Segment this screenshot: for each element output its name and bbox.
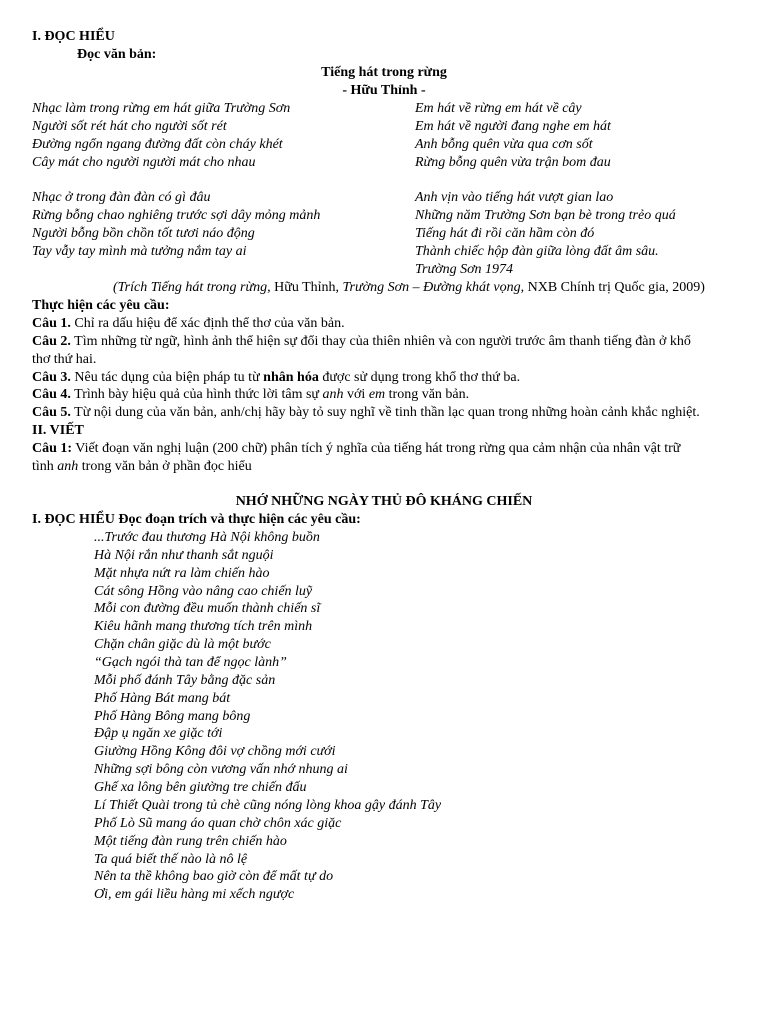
question-label: Câu 4. <box>32 387 71 402</box>
poem-line: ...Trước đau thương Hà Nội không buồn <box>94 530 320 545</box>
question-text: Từ nội dung của văn bản, anh/chị hãy bày tỏ suy nghĩ về tinh thần lạc quan trong những hoàn cảnh khắc nghiệt. <box>70 405 700 420</box>
poem-line: Ơi, em gái liều hàng mi xếch ngược <box>94 887 295 902</box>
question-text: trong văn bản. <box>385 387 470 402</box>
section2-heading: I. ĐỌC HIỂU Đọc đoạn trích và thực hiện các yêu cầu: <box>32 512 361 527</box>
question-text: được sử dụng trong khổ thơ thứ ba. <box>318 370 521 385</box>
section2-title: NHỚ NHỮNG NGÀY THỦ ĐÔ KHÁNG CHIẾN <box>235 494 533 509</box>
question-text: Trình bày hiệu quả của hình thức lời tâm sự <box>70 387 323 402</box>
poem-line: Phố Hàng Bông mang bông <box>94 709 251 724</box>
question-text: tình <box>32 459 58 474</box>
tasks-heading: Thực hiện các yêu cầu: <box>32 298 170 313</box>
source-part: , NXB Chính trị Quốc gia, 2009) <box>520 280 705 295</box>
poem-line: Chặn chân giặc dù là một bước <box>94 637 271 652</box>
question-text: Viết đoạn văn nghị luận (200 chữ) phân tích ý nghĩa của tiếng hát trong rừng qua cảm nhận của nhân vật trữ <box>72 441 681 456</box>
poem-line: Ta quá biết thế nào là nô lệ <box>94 852 248 867</box>
poem-place-date: Trường Sơn 1974 <box>415 262 514 277</box>
poem-title: Tiếng hát trong rừng <box>321 65 447 80</box>
source-part: Hữu Thỉnh, <box>270 280 343 295</box>
poem-line: Lí Thiết Quài trong tủ chè cũng nóng lòng khoa gậy đánh Tây <box>94 798 442 813</box>
question-text: trong văn bản ở phần đọc hiểu <box>78 459 252 474</box>
poem-line: “Gạch ngói thà tan để ngọc lành” <box>94 655 287 670</box>
poem-line: Người sốt rét hát cho người sốt rét <box>32 119 227 134</box>
question-text: Chỉ ra dấu hiệu để xác định thể thơ của văn bản. <box>70 316 345 331</box>
poem-line: Đập ụ ngăn xe giặc tới <box>94 726 223 741</box>
poem-line: Nhạc ở trong đàn đàn có gì đâu <box>32 190 211 205</box>
poem-line: Giường Hồng Kông đôi vợ chồng mới cưới <box>94 744 336 759</box>
poem-line: Phố Hàng Bát mang bát <box>94 691 231 706</box>
question-1 <box>32 315 345 333</box>
poem-line: Mặt nhựa nứt ra làm chiến hào <box>94 566 270 581</box>
question-label: Câu 1: <box>32 441 73 456</box>
source-part: (Trích Tiếng hát trong rừng, <box>113 280 271 295</box>
section-heading-reading: I. ĐỌC HIỂU <box>32 29 115 44</box>
poem-line: Mỗi con đường đều muốn thành chiến sĩ <box>94 601 321 616</box>
poem-line: Hà Nội rắn như thanh sắt nguội <box>94 548 274 563</box>
poem-line: Ghế xa lông bên giường tre chiến đấu <box>94 780 307 795</box>
question-emphasis: nhân hóa <box>263 370 319 385</box>
writing-question-1-continued <box>32 458 252 476</box>
poem-line: Anh bỗng quên vừa qua cơn sốt <box>415 137 593 152</box>
poem-line: Nhạc làm trong rừng em hát giữa Trường Sơn <box>32 101 291 116</box>
question-text: Nêu tác dụng của biện pháp tu từ <box>70 370 264 385</box>
question-text: với <box>343 387 369 402</box>
poem-line: Cây mát cho người người mát cho nhau <box>32 155 256 170</box>
writing-question-1 <box>32 440 680 458</box>
question-emphasis: anh <box>322 387 344 402</box>
question-label: Câu 2. <box>32 334 71 349</box>
poem-line: Em hát về rừng em hát về cây <box>415 101 582 116</box>
question-5 <box>32 404 700 422</box>
question-text: Tìm những từ ngữ, hình ảnh thể hiện sự đổi thay của thiên nhiên và con người trước âm thanh tiếng đàn ở khổ <box>70 334 691 349</box>
source-part: Trường Sơn – Đường khát vọng <box>342 280 521 295</box>
poem-line: Kiêu hãnh mang thương tích trên mình <box>94 619 313 634</box>
poem-line: Thành chiếc hộp đàn giữa lòng đất âm sâu. <box>415 244 659 259</box>
poem-line: Nên ta thề không bao giờ còn để mất tự do <box>94 869 334 884</box>
poem-line: Em hát về người đang nghe em hát <box>415 119 611 134</box>
poem-source <box>113 279 705 297</box>
question-2-continued: thơ thứ hai. <box>32 352 97 367</box>
poem-line: Những sợi bông còn vương vấn nhớ nhung ai <box>94 762 348 777</box>
question-3 <box>32 369 520 387</box>
section-heading-writing: II. VIẾT <box>32 423 84 438</box>
poem-line: Những năm Trường Sơn bạn bè trong trẻo quá <box>415 208 676 223</box>
poem-line: Đường ngổn ngang đường đất còn cháy khét <box>32 137 283 152</box>
question-label: Câu 5. <box>32 405 71 420</box>
poem-line: Tiếng hát đi rồi căn hầm còn đó <box>415 226 595 241</box>
question-emphasis: em <box>368 387 386 402</box>
question-label: Câu 3. <box>32 370 71 385</box>
read-label: Đọc văn bản: <box>77 47 157 62</box>
poem-author: - Hữu Thỉnh - <box>342 83 426 98</box>
question-2 <box>32 333 691 351</box>
poem-line: Rừng bỗng quên vừa trận bom đau <box>415 155 611 170</box>
poem-line: Tay vẫy tay mình mà tưởng nắm tay ai <box>32 244 247 259</box>
question-label: Câu 1. <box>32 316 71 331</box>
question-4 <box>32 386 469 404</box>
poem-line: Cát sông Hồng vào nâng cao chiến luỹ <box>94 584 313 599</box>
poem-line: Phố Lò Sũ mang áo quan chờ chôn xác giặc <box>94 816 342 831</box>
poem-line: Người bỗng bồn chồn tốt tươi náo động <box>32 226 255 241</box>
question-emphasis: anh <box>57 459 79 474</box>
poem-line: Rừng bỗng chao nghiêng trước sợi dây mỏng mảnh <box>32 208 321 223</box>
poem-line: Mỗi phố đánh Tây bằng đặc sản <box>94 673 276 688</box>
poem-line: Một tiếng đàn rung trên chiến hào <box>94 834 287 849</box>
poem-line: Anh vịn vào tiếng hát vượt gian lao <box>415 190 614 205</box>
